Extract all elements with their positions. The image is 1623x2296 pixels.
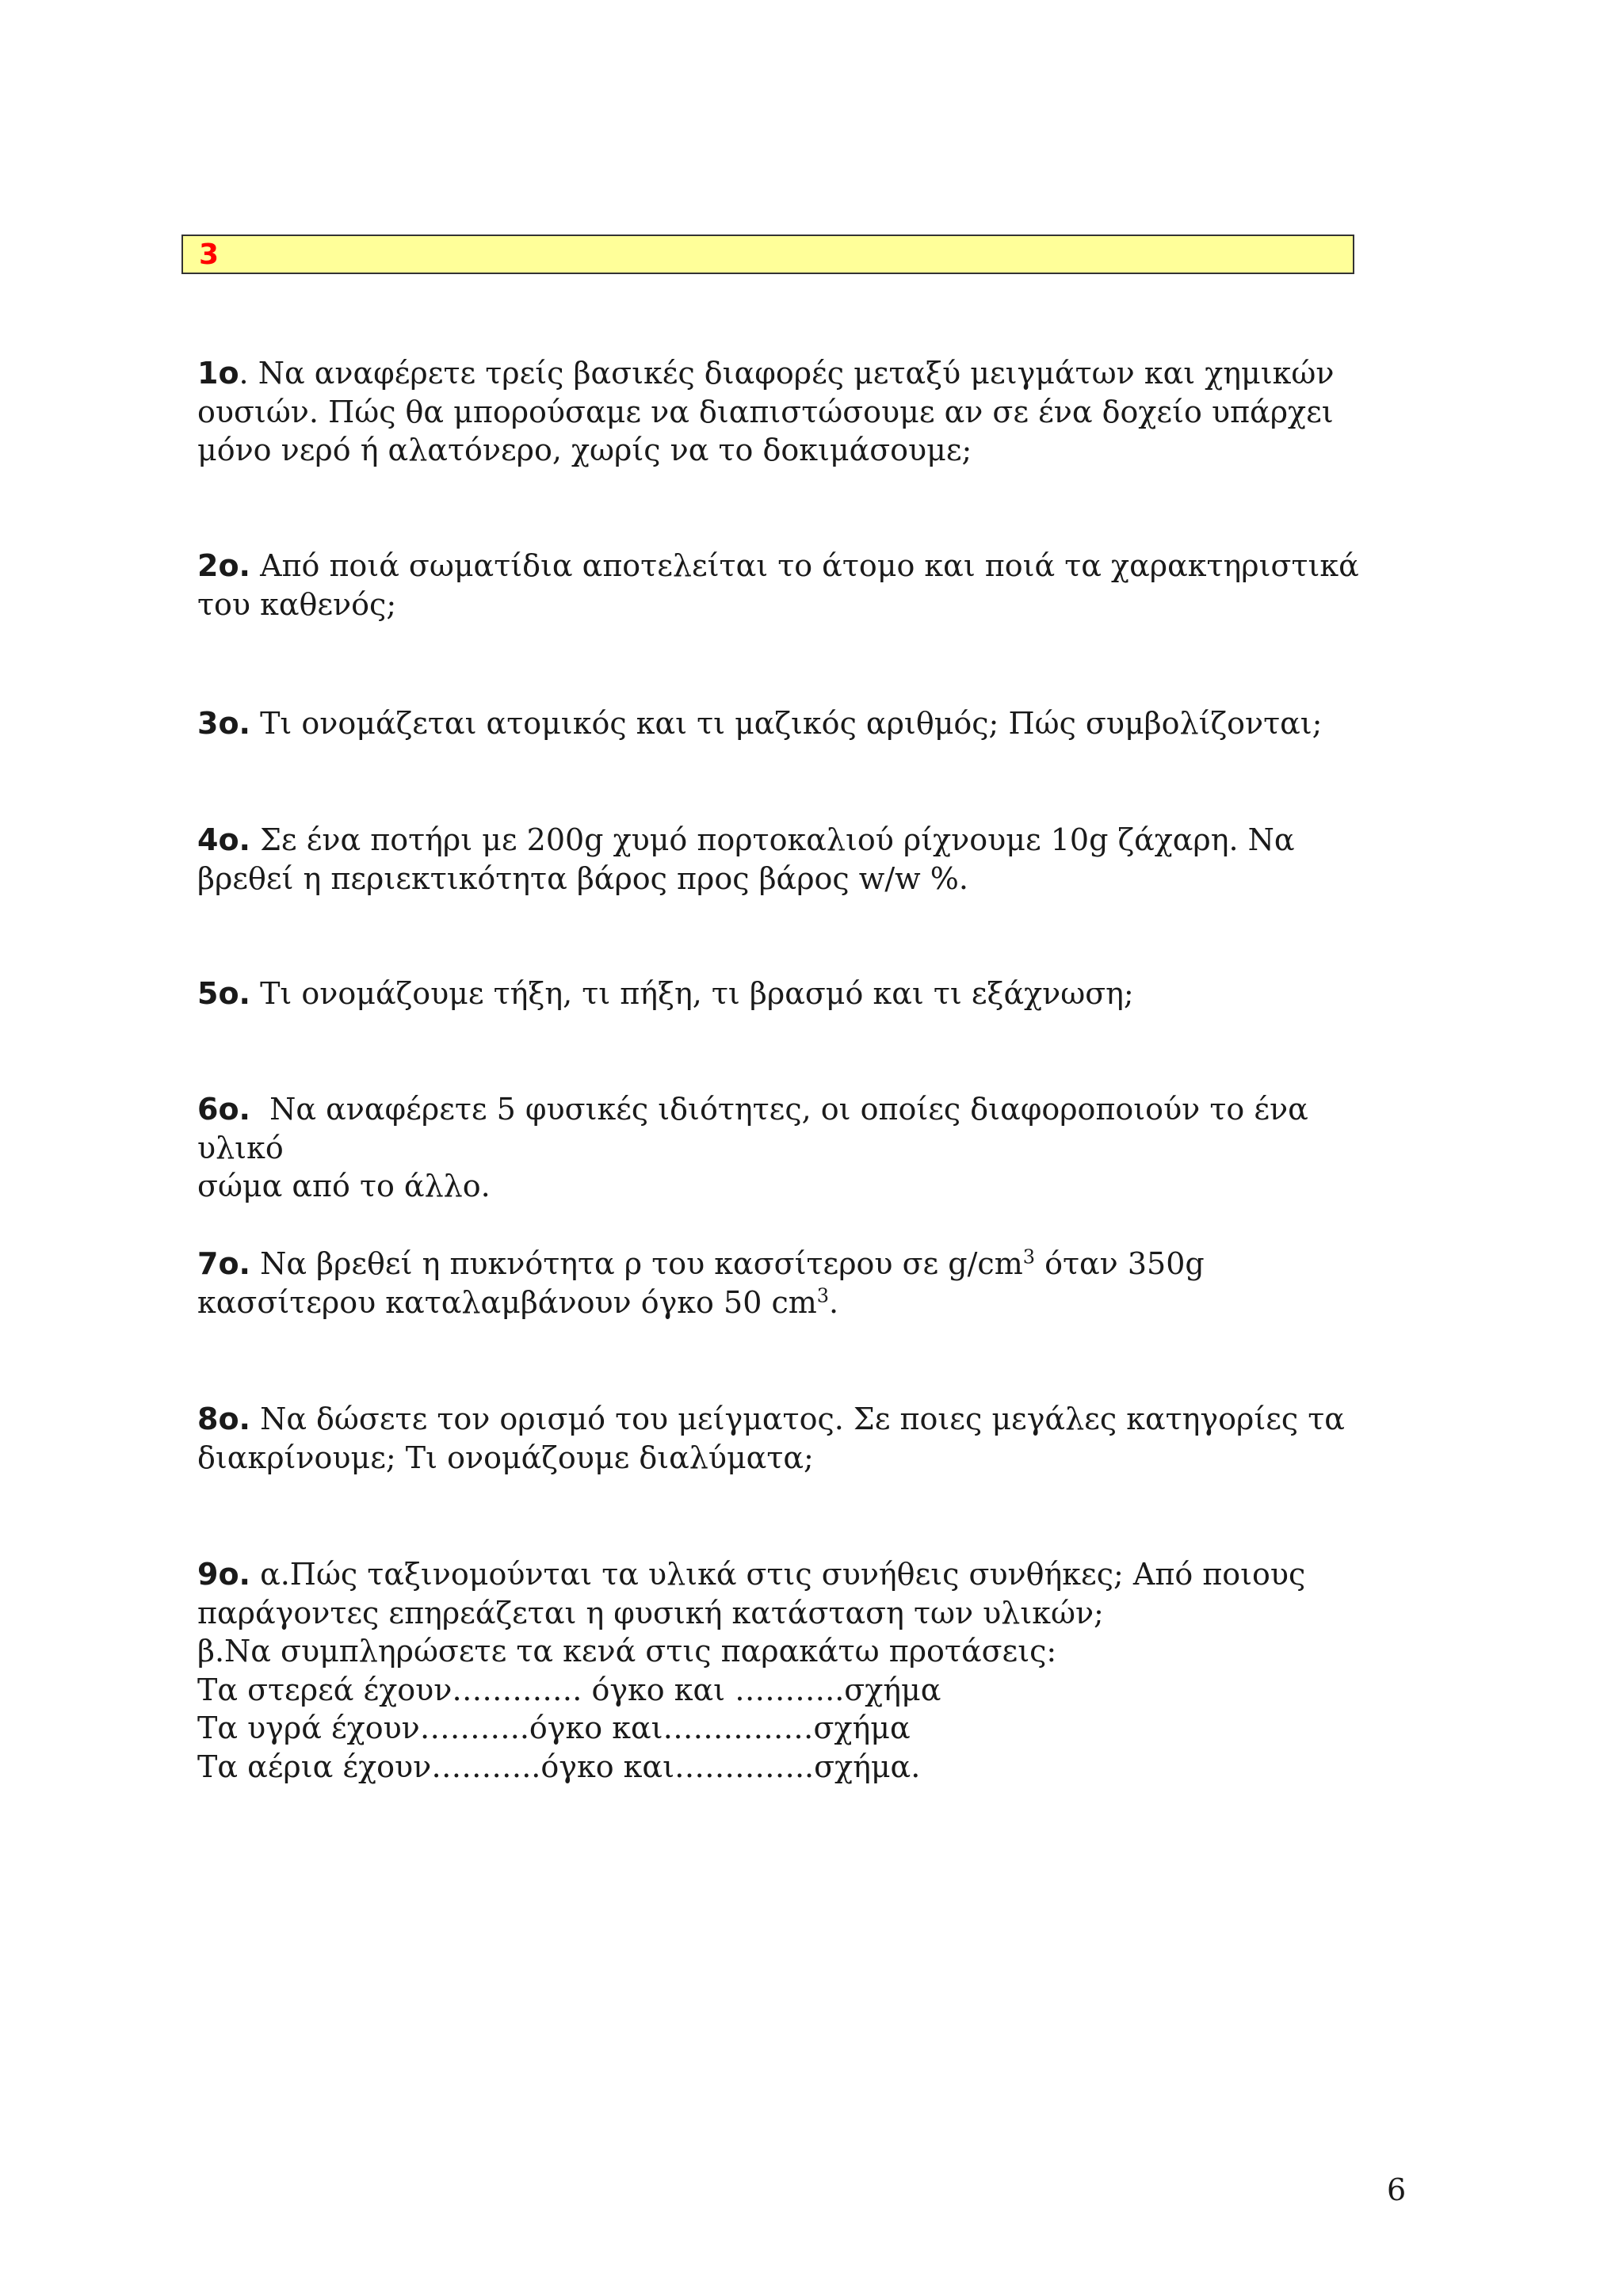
question-3: [197, 704, 1370, 743]
question-9-line-2: παράγοντες επηρεάζεται η φυσική κατάσταση των υλικών;: [197, 1595, 1104, 1630]
question-2-line-1: [197, 547, 1370, 585]
question-5-number: 5ο.: [197, 976, 250, 1011]
question-4: [197, 821, 1370, 898]
question-9-line-1: [197, 1555, 1370, 1594]
question-7-text-2b: .: [829, 1284, 839, 1320]
question-1-line-1: [197, 354, 1370, 393]
question-3-line-1: [197, 704, 1370, 743]
question-6-line-1: [197, 1090, 1370, 1129]
question-6: [197, 1090, 1370, 1206]
question-8-number: 8ο.: [197, 1402, 250, 1436]
question-7-superscript-2: 3: [816, 1283, 830, 1306]
question-1-line-2: ουσιών. Πώς θα μπορούσαμε να διαπιστώσουμε αν σε ένα δοχείο υπάρχει: [197, 394, 1334, 429]
section-number: 3: [199, 238, 220, 271]
question-6-text-1: Να αναφέρετε 5 φυσικές ιδιότητες, οι οποίες διαφοροποιούν το ένα: [250, 1092, 1308, 1127]
question-9-line-3: β.Να συμπληρώσετε τα κενά στις παρακάτω προτάσεις:: [197, 1634, 1057, 1669]
question-4-text-1: Σε ένα ποτήρι με 200g χυμό πορτοκαλιού ρίχνουμε 10g ζάχαρη. Να: [250, 822, 1295, 857]
question-6-number: 6ο.: [197, 1092, 250, 1127]
question-2: [197, 547, 1370, 624]
question-4-line-2: βρεθεί η περιεκτικότητα βάρος προς βάρος w/w %.: [197, 860, 968, 896]
question-7-text-2a: κασσίτερου καταλαμβάνουν όγκο 50 cm: [197, 1284, 817, 1320]
question-2-number: 2ο.: [197, 548, 250, 583]
question-5-text-1: Τι ονομάζουμε τήξη, τι πήξη, τι βρασμό και τι εξάχνωση;: [250, 976, 1134, 1011]
question-1: [197, 354, 1370, 470]
question-6-line-2: υλικό: [197, 1130, 284, 1165]
question-8-line-1: [197, 1400, 1370, 1439]
question-4-line-1: [197, 821, 1370, 860]
page-number: 6: [1387, 2172, 1407, 2207]
question-7-line-1: [197, 1245, 1370, 1283]
question-1-number: 1ο: [197, 356, 239, 391]
section-header-box: [181, 235, 1354, 274]
question-9-number: 9ο.: [197, 1557, 250, 1592]
question-7: [197, 1245, 1370, 1322]
question-7-text-1b: όταν 350g: [1035, 1246, 1205, 1281]
question-1-text-1: . Να αναφέρετε τρείς βασικές διαφορές μεταξύ μειγμάτων και χημικών: [239, 356, 1335, 391]
question-9-line-6: Τα αέρια έχουν………..όγκο και…………..σχήμα.: [197, 1749, 921, 1784]
question-1-line-3: μόνο νερό ή αλατόνερο, χωρίς να το δοκιμάσουμε;: [197, 433, 972, 467]
question-6-line-3: σώμα από το άλλο.: [197, 1169, 491, 1203]
question-5: [197, 974, 1370, 1013]
question-9: [197, 1555, 1370, 1786]
question-9-text-1: α.Πώς ταξινομούνται τα υλικά στις συνήθεις συνθήκες; Από ποιους: [250, 1557, 1306, 1592]
question-8: [197, 1400, 1370, 1477]
question-8-line-2: διακρίνουμε; Τι ονομάζουμε διαλύματα;: [197, 1440, 814, 1475]
question-7-number: 7ο.: [197, 1246, 250, 1281]
question-4-number: 4ο.: [197, 822, 250, 857]
question-2-line-2: του καθενός;: [197, 586, 397, 622]
question-8-text-1: Να δώσετε τον ορισμό του μείγματος. Σε ποιες μεγάλες κατηγορίες τα: [250, 1402, 1345, 1436]
question-9-line-5: Τα υγρά έχουν………..όγκο και……………σχήμα: [197, 1711, 911, 1745]
question-3-text-1: Τι ονομάζεται ατομικός και τι μαζικός αριθμός; Πώς συμβολίζονται;: [250, 706, 1323, 741]
question-3-number: 3ο.: [197, 706, 250, 741]
question-7-line-2: [197, 1283, 1370, 1322]
question-5-line-1: [197, 974, 1370, 1013]
question-7-superscript-1: 3: [1022, 1245, 1036, 1268]
question-9-line-4: Τα στερεά έχουν…………. όγκο και ………..σχήμα: [197, 1672, 941, 1707]
question-2-text-1: Από ποιά σωματίδια αποτελείται το άτομο και ποιά τα χαρακτηριστικά: [250, 548, 1359, 583]
question-7-text-1a: Να βρεθεί η πυκνότητα ρ του κασσίτερου σε g/cm: [250, 1246, 1023, 1281]
